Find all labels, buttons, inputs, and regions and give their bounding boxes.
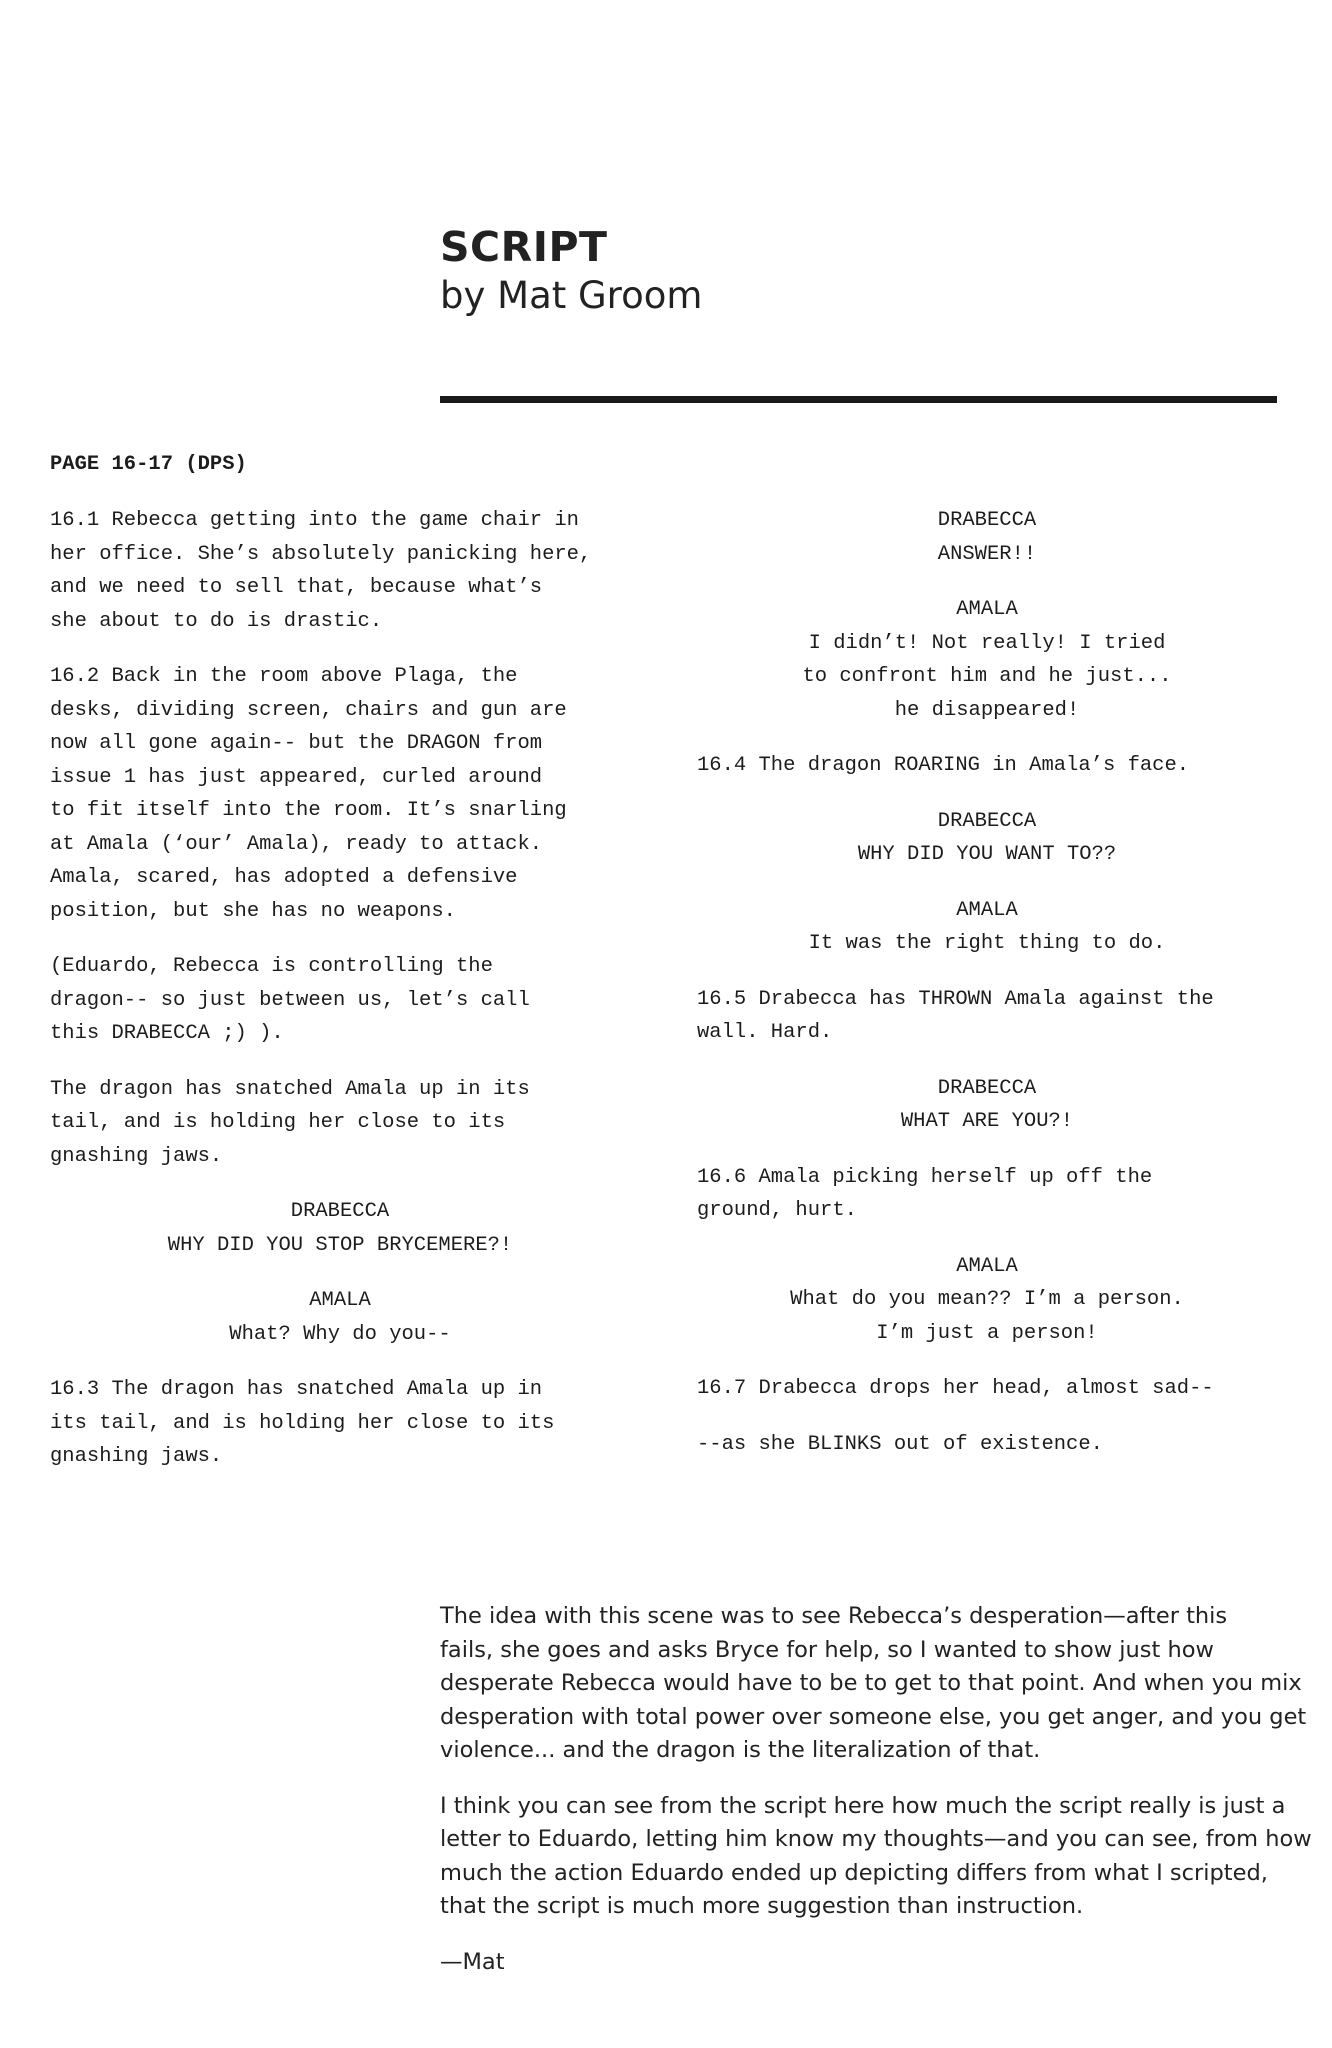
dialogue-speaker: DRABECCA: [290, 1200, 390, 1223]
action-line: wall. Hard.: [697, 1021, 833, 1044]
action-line: her office. She’s absolutely panicking here,: [50, 542, 592, 566]
action-line: this DRABECCA ;) ).: [50, 1022, 284, 1045]
commentary-line: violence... and the dragon is the literalization of that.: [440, 1737, 1041, 1763]
action-line: (Eduardo, Rebecca is controlling the: [50, 955, 493, 978]
action-paragraph: [697, 1372, 1277, 1406]
action-paragraph: [50, 1373, 650, 1474]
action-line: gnashing jaws.: [50, 1144, 223, 1168]
commentary-paragraph: [440, 1790, 1312, 1924]
dialogue-speaker: AMALA: [956, 598, 1018, 621]
dialogue-line: I’m just a person!: [876, 1321, 1098, 1345]
commentary-line: —Mat: [440, 1948, 505, 1975]
action-paragraph: [50, 950, 650, 1051]
commentary-line: much the action Eduardo ended up depicting differs from what I scripted,: [440, 1859, 1268, 1886]
action-paragraph: [697, 983, 1277, 1050]
action-line: position, but she has no weapons.: [50, 899, 456, 923]
action-line: dragon-- so just between us, let’s call: [50, 988, 530, 1012]
action-paragraph: [697, 1428, 1277, 1462]
action-line: The dragon has snatched Amala up in its: [50, 1077, 530, 1101]
commentary-line: desperation with total power over someone else, you get anger, and you get: [440, 1703, 1307, 1730]
action-line: now all gone again-- but the DRAGON from: [50, 732, 543, 755]
action-line: --as she BLINKS out of existence.: [697, 1432, 1103, 1456]
commentary-paragraph: [440, 1600, 1307, 1768]
author-commentary: [440, 1600, 1312, 2001]
dialogue-block: [50, 1195, 630, 1262]
action-line: 16.1 Rebecca getting into the game chair in: [50, 509, 579, 532]
dialogue-speaker: AMALA: [956, 898, 1018, 922]
dialogue-line: WHY DID YOU WANT TO??: [857, 843, 1117, 866]
commentary-line: that the script is much more suggestion than instruction.: [440, 1893, 1084, 1919]
byline: by Mat Groom: [440, 274, 703, 317]
action-line: to fit itself into the room. It’s snarling: [50, 799, 567, 822]
action-line: desks, dividing screen, chairs and gun are: [50, 698, 567, 722]
dialogue-speaker: DRABECCA: [937, 509, 1037, 532]
script-page-heading: PAGE 16-17 (DPS): [50, 453, 247, 476]
action-line: 16.3 The dragon has snatched Amala up in: [50, 1378, 543, 1401]
dialogue-line: he disappeared!: [894, 698, 1080, 722]
commentary-line: desperate Rebecca would have to be to get to that point. And when you mix: [440, 1670, 1302, 1696]
action-line: Amala, scared, has adopted a defensive: [50, 866, 518, 889]
action-line: ground, hurt.: [697, 1199, 857, 1222]
action-paragraph: [697, 749, 1277, 783]
dialogue-block: [697, 1250, 1277, 1351]
commentary-line: The idea with this scene was to see Rebecca’s desperation—after this: [440, 1603, 1228, 1629]
dialogue-speaker: DRABECCA: [937, 809, 1037, 833]
commentary-line: I think you can see from the script here how much the script really is just a: [440, 1792, 1286, 1819]
action-paragraph: [50, 1073, 650, 1174]
action-line: issue 1 has just appeared, curled around: [50, 765, 543, 789]
action-paragraph: [50, 504, 650, 638]
action-line: its tail, and is holding her close to its: [50, 1411, 555, 1435]
action-line: she about to do is drastic.: [50, 609, 383, 633]
dialogue-line: What? Why do you--: [229, 1322, 451, 1346]
dialogue-line: What do you mean?? I’m a person.: [790, 1288, 1184, 1311]
dialogue-line: It was the right thing to do.: [808, 932, 1166, 955]
action-line: at Amala (‘our’ Amala), ready to attack.: [50, 832, 543, 856]
action-line: 16.2 Back in the room above Plaga, the: [50, 665, 518, 688]
dialogue-speaker: DRABECCA: [937, 1076, 1037, 1100]
dialogue-block: [697, 1072, 1277, 1139]
signature: [440, 1946, 1300, 1980]
commentary-line: letter to Eduardo, letting him know my thoughts—and you can see, from how: [440, 1826, 1312, 1852]
dialogue-speaker: AMALA: [956, 1254, 1018, 1278]
dialogue-block: [697, 504, 1277, 571]
header: [440, 222, 1280, 320]
action-line: 16.6 Amala picking herself up off the: [697, 1165, 1153, 1189]
action-line: tail, and is holding her close to its: [50, 1111, 506, 1134]
page-title: SCRIPT: [440, 223, 608, 271]
script-right-column: [697, 504, 1277, 1483]
dialogue-line: WHY DID YOU STOP BRYCEMERE?!: [167, 1233, 513, 1257]
dialogue-block: [697, 593, 1277, 727]
action-line: 16.5 Drabecca has THROWN Amala against the: [697, 987, 1214, 1011]
action-line: 16.7 Drabecca drops her head, almost sad--: [697, 1377, 1214, 1400]
dialogue-block: [50, 1284, 630, 1351]
dialogue-line: WHAT ARE YOU?!: [900, 1110, 1074, 1133]
dialogue-line: I didn’t! Not really! I tried: [808, 631, 1166, 655]
dialogue-speaker: AMALA: [309, 1289, 371, 1312]
commentary-line: fails, she goes and asks Bryce for help, so I wanted to show just how: [440, 1636, 1214, 1663]
action-line: 16.4 The dragon ROARING in Amala’s face.: [697, 754, 1190, 777]
header-divider: [440, 396, 1277, 403]
action-paragraph: [697, 1161, 1277, 1228]
action-line: gnashing jaws.: [50, 1445, 223, 1468]
dialogue-block: [697, 805, 1277, 872]
dialogue-line: ANSWER!!: [937, 542, 1037, 566]
script-left-column: [50, 504, 650, 1496]
dialogue-line: to confront him and he just...: [802, 665, 1172, 688]
action-paragraph: [50, 660, 650, 928]
action-line: and we need to sell that, because what’s: [50, 576, 543, 599]
dialogue-block: [697, 894, 1277, 961]
